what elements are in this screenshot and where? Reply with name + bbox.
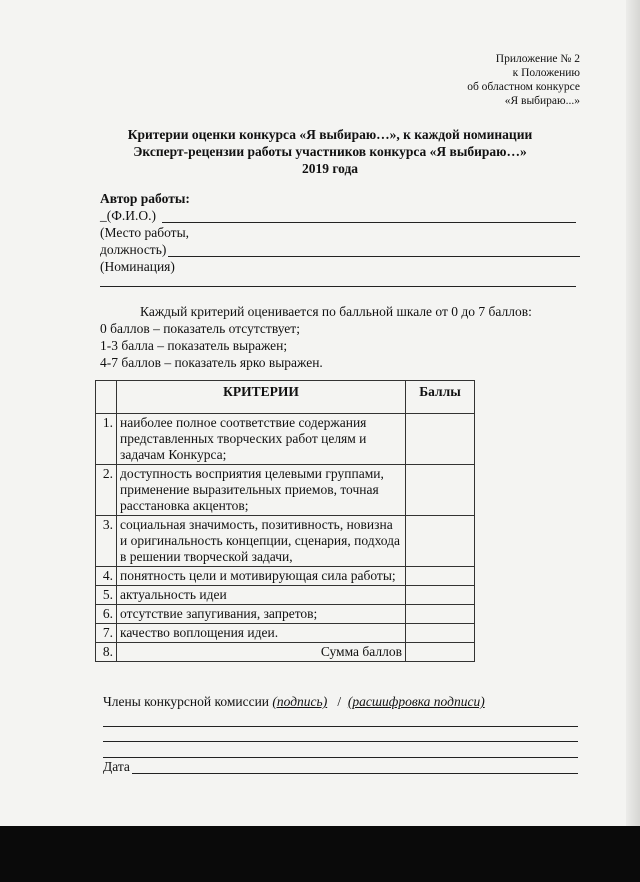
table-row bbox=[96, 624, 475, 643]
scale-item: 4-7 баллов – показатель ярко выражен. bbox=[100, 355, 323, 370]
title-year: 2019 года bbox=[301, 161, 359, 176]
signature-line bbox=[103, 741, 578, 742]
score-cell[interactable] bbox=[406, 605, 475, 624]
row-number: 8. bbox=[96, 643, 117, 662]
score-cell[interactable] bbox=[406, 624, 475, 643]
row-number: 3. bbox=[96, 516, 117, 567]
annex-line: «Я выбираю...» bbox=[504, 95, 580, 107]
signature-line bbox=[103, 726, 578, 727]
header-number-cell bbox=[96, 381, 117, 414]
members-label: Члены конкурсной комиссии bbox=[103, 694, 273, 709]
title-line: Эксперт-рецензии работы участников конкурса «Я выбираю…» bbox=[133, 144, 527, 159]
workplace-line bbox=[168, 256, 580, 257]
row-number: 2. bbox=[96, 465, 117, 516]
table-header-row bbox=[96, 381, 475, 414]
total-label: Сумма баллов bbox=[117, 643, 406, 662]
annex-line: об областном конкурсе bbox=[467, 81, 580, 93]
position-label: должность) bbox=[100, 242, 167, 257]
signature-line bbox=[103, 757, 578, 758]
table-row bbox=[96, 516, 475, 567]
header-score: Баллы bbox=[406, 381, 475, 414]
row-criterion: наиболее полное соответствие содержания представленных творческих работ целям и задачам Конкурса; bbox=[117, 414, 406, 465]
title-line: Критерии оценки конкурса «Я выбираю…», к каждой номинации bbox=[127, 127, 533, 142]
scan-edge-shadow bbox=[626, 0, 640, 882]
annex-line: Приложение № 2 bbox=[495, 53, 580, 65]
annex-note bbox=[467, 52, 580, 108]
date-label: Дата bbox=[103, 759, 130, 774]
scale-item: 0 баллов – показатель отсутствует; bbox=[100, 321, 300, 336]
criteria-table bbox=[95, 380, 475, 662]
header-criteria: КРИТЕРИИ bbox=[117, 381, 406, 414]
row-number: 1. bbox=[96, 414, 117, 465]
nomination-line bbox=[100, 286, 576, 287]
total-score-cell[interactable] bbox=[406, 643, 475, 662]
author-heading: Автор работы: bbox=[100, 191, 190, 206]
table-row bbox=[96, 567, 475, 586]
date-line bbox=[132, 773, 578, 774]
scale-item: 1-3 балла – показатель выражен; bbox=[100, 338, 288, 353]
row-number: 6. bbox=[96, 605, 117, 624]
table-total-row bbox=[96, 643, 475, 662]
commission-members bbox=[103, 694, 485, 710]
annex-line: к Положению bbox=[512, 67, 580, 79]
document-title bbox=[80, 126, 580, 177]
signature-hint: (подпись) bbox=[272, 694, 328, 709]
row-criterion: доступность восприятия целевыми группами, применение выразительных приемов, точная расстановка акцентов; bbox=[117, 465, 406, 516]
fio-label: _(Ф.И.О.) bbox=[100, 208, 157, 223]
row-number: 4. bbox=[96, 567, 117, 586]
table-row bbox=[96, 465, 475, 516]
table-row bbox=[96, 605, 475, 624]
row-number: 5. bbox=[96, 586, 117, 605]
row-criterion: качество воплощения идеи. bbox=[117, 624, 406, 643]
scale-intro: Каждый критерий оценивается по балльной шкале от 0 до 7 баллов: bbox=[140, 304, 532, 319]
score-cell[interactable] bbox=[406, 586, 475, 605]
members-separator: / bbox=[327, 694, 348, 709]
row-number: 7. bbox=[96, 624, 117, 643]
table-row bbox=[96, 414, 475, 465]
row-criterion: актуальность идеи bbox=[117, 586, 406, 605]
scan-bottom-border bbox=[0, 826, 640, 882]
score-cell[interactable] bbox=[406, 414, 475, 465]
row-criterion: отсутствие запугивания, запретов; bbox=[117, 605, 406, 624]
decode-hint: (расшифровка подписи) bbox=[347, 694, 485, 709]
score-cell[interactable] bbox=[406, 567, 475, 586]
workplace-label: (Место работы, bbox=[100, 225, 190, 240]
nomination-label: (Номинация) bbox=[100, 259, 175, 274]
table-row bbox=[96, 586, 475, 605]
score-cell[interactable] bbox=[406, 465, 475, 516]
row-criterion: социальная значимость, позитивность, новизна и оригинальность концепции, сценария, подхода в решении творческой задачи, bbox=[117, 516, 406, 567]
fio-line bbox=[162, 222, 576, 223]
row-criterion: понятность цели и мотивирующая сила работы; bbox=[117, 567, 406, 586]
score-cell[interactable] bbox=[406, 516, 475, 567]
